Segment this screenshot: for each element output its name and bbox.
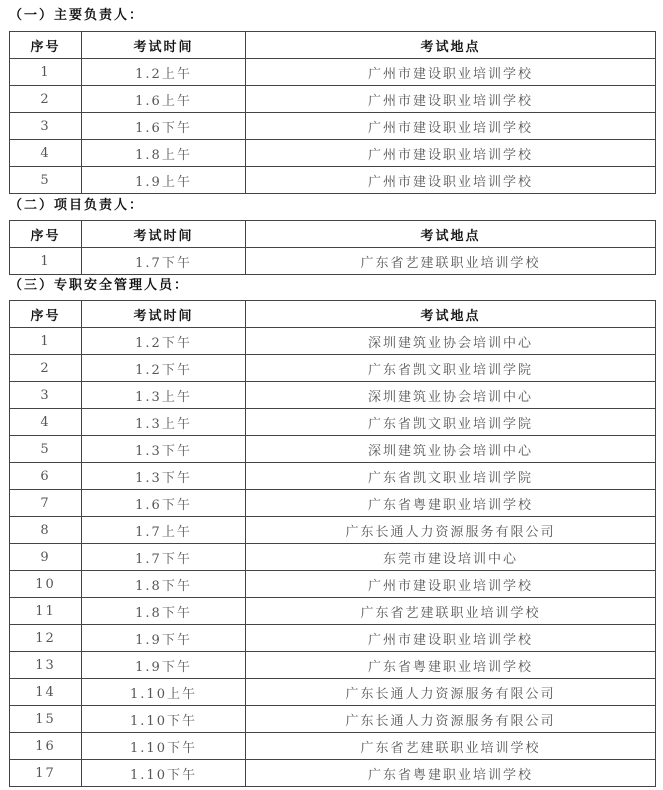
table-row [10, 652, 656, 679]
cell-seq: 10 [10, 571, 82, 598]
table-row [10, 59, 656, 86]
cell-exam-time: 1.3上午 [82, 409, 246, 436]
cell-exam-time: 1.7下午 [82, 544, 246, 571]
table-row [10, 113, 656, 140]
header-exam-place: 考试地点 [246, 32, 656, 59]
cell-exam-place: 深圳建筑业协会培训中心 [246, 328, 656, 355]
header-exam-place: 考试地点 [246, 221, 656, 248]
cell-seq: 4 [10, 409, 82, 436]
cell-exam-place: 深圳建筑业协会培训中心 [246, 382, 656, 409]
cell-exam-place: 广东省艺建联职业培训学校 [246, 733, 656, 760]
cell-seq: 3 [10, 382, 82, 409]
cell-exam-time: 1.9上午 [82, 167, 246, 194]
cell-seq: 14 [10, 679, 82, 706]
cell-exam-time: 1.8上午 [82, 140, 246, 167]
cell-exam-time: 1.10下午 [82, 706, 246, 733]
header-seq: 序号 [10, 301, 82, 328]
table-row [10, 409, 656, 436]
cell-exam-place: 广东省凯文职业培训学院 [246, 463, 656, 490]
cell-exam-time: 1.9下午 [82, 652, 246, 679]
cell-exam-time: 1.10下午 [82, 733, 246, 760]
cell-exam-place: 广州市建设职业培训学校 [246, 86, 656, 113]
cell-exam-time: 1.8下午 [82, 571, 246, 598]
table-row [10, 733, 656, 760]
cell-seq: 12 [10, 625, 82, 652]
cell-seq: 9 [10, 544, 82, 571]
table-row [10, 517, 656, 544]
cell-exam-time: 1.8下午 [82, 598, 246, 625]
cell-seq: 6 [10, 463, 82, 490]
header-exam-time: 考试时间 [82, 32, 246, 59]
cell-seq: 11 [10, 598, 82, 625]
cell-exam-time: 1.3下午 [82, 436, 246, 463]
cell-exam-time: 1.10下午 [82, 760, 246, 787]
table-row [10, 355, 656, 382]
cell-exam-time: 1.3下午 [82, 463, 246, 490]
header-exam-time: 考试时间 [82, 301, 246, 328]
cell-exam-place: 广东省粤建职业培训学校 [246, 652, 656, 679]
header-exam-place: 考试地点 [246, 301, 656, 328]
cell-exam-place: 广东省凯文职业培训学院 [246, 409, 656, 436]
table-header-row [10, 221, 656, 248]
cell-exam-time: 1.3上午 [82, 382, 246, 409]
exam-table-project-leaders [9, 220, 656, 275]
table-row [10, 490, 656, 517]
cell-exam-place: 广东省粤建职业培训学校 [246, 760, 656, 787]
cell-exam-place: 广州市建设职业培训学校 [246, 571, 656, 598]
cell-exam-place: 广东省艺建联职业培训学校 [246, 598, 656, 625]
header-seq: 序号 [10, 221, 82, 248]
cell-exam-place: 广州市建设职业培训学校 [246, 140, 656, 167]
table-row [10, 328, 656, 355]
cell-exam-place: 广东长通人力资源服务有限公司 [246, 517, 656, 544]
cell-seq: 16 [10, 733, 82, 760]
cell-exam-time: 1.6下午 [82, 113, 246, 140]
exam-table-safety-managers [9, 300, 656, 787]
cell-seq: 15 [10, 706, 82, 733]
cell-seq: 7 [10, 490, 82, 517]
cell-seq: 17 [10, 760, 82, 787]
table-row [10, 382, 656, 409]
cell-exam-place: 广州市建设职业培训学校 [246, 113, 656, 140]
cell-exam-time: 1.7上午 [82, 517, 246, 544]
table-row [10, 248, 656, 275]
table-row [10, 140, 656, 167]
cell-exam-place: 广东省凯文职业培训学院 [246, 355, 656, 382]
cell-exam-time: 1.2下午 [82, 328, 246, 355]
table-row [10, 706, 656, 733]
cell-seq: 5 [10, 436, 82, 463]
cell-exam-place: 广州市建设职业培训学校 [246, 625, 656, 652]
cell-seq: 4 [10, 140, 82, 167]
table-row [10, 571, 656, 598]
cell-seq: 5 [10, 167, 82, 194]
table-row [10, 760, 656, 787]
table-row [10, 86, 656, 113]
cell-seq: 8 [10, 517, 82, 544]
cell-exam-time: 1.6上午 [82, 86, 246, 113]
cell-seq: 2 [10, 355, 82, 382]
cell-exam-place: 广州市建设职业培训学校 [246, 59, 656, 86]
cell-exam-place: 东莞市建设培训中心 [246, 544, 656, 571]
cell-exam-place: 广东省粤建职业培训学校 [246, 490, 656, 517]
table-header-row [10, 301, 656, 328]
cell-exam-place: 深圳建筑业协会培训中心 [246, 436, 656, 463]
cell-seq: 2 [10, 86, 82, 113]
table-row [10, 679, 656, 706]
cell-seq: 13 [10, 652, 82, 679]
cell-exam-time: 1.2下午 [82, 355, 246, 382]
cell-seq: 1 [10, 248, 82, 275]
table-row [10, 598, 656, 625]
table-row [10, 625, 656, 652]
table-row [10, 436, 656, 463]
cell-exam-time: 1.9下午 [82, 625, 246, 652]
cell-seq: 1 [10, 59, 82, 86]
cell-exam-place: 广东长通人力资源服务有限公司 [246, 706, 656, 733]
exam-table-main-leaders [9, 31, 656, 194]
cell-exam-time: 1.10上午 [82, 679, 246, 706]
section-heading-project-leaders: （二）项目负责人： [9, 198, 145, 213]
header-seq: 序号 [10, 32, 82, 59]
table-row [10, 463, 656, 490]
cell-exam-time: 1.6下午 [82, 490, 246, 517]
cell-exam-place: 广东省艺建联职业培训学校 [246, 248, 656, 275]
cell-exam-time: 1.7下午 [82, 248, 246, 275]
section-heading-safety-managers: （三）专职安全管理人员： [9, 278, 190, 293]
table-row [10, 167, 656, 194]
section-heading-main-leaders: （一）主要负责人： [9, 8, 145, 23]
cell-seq: 3 [10, 113, 82, 140]
table-row [10, 544, 656, 571]
cell-exam-place: 广东长通人力资源服务有限公司 [246, 679, 656, 706]
header-exam-time: 考试时间 [82, 221, 246, 248]
table-header-row [10, 32, 656, 59]
cell-exam-place: 广州市建设职业培训学校 [246, 167, 656, 194]
cell-exam-time: 1.2上午 [82, 59, 246, 86]
cell-seq: 1 [10, 328, 82, 355]
